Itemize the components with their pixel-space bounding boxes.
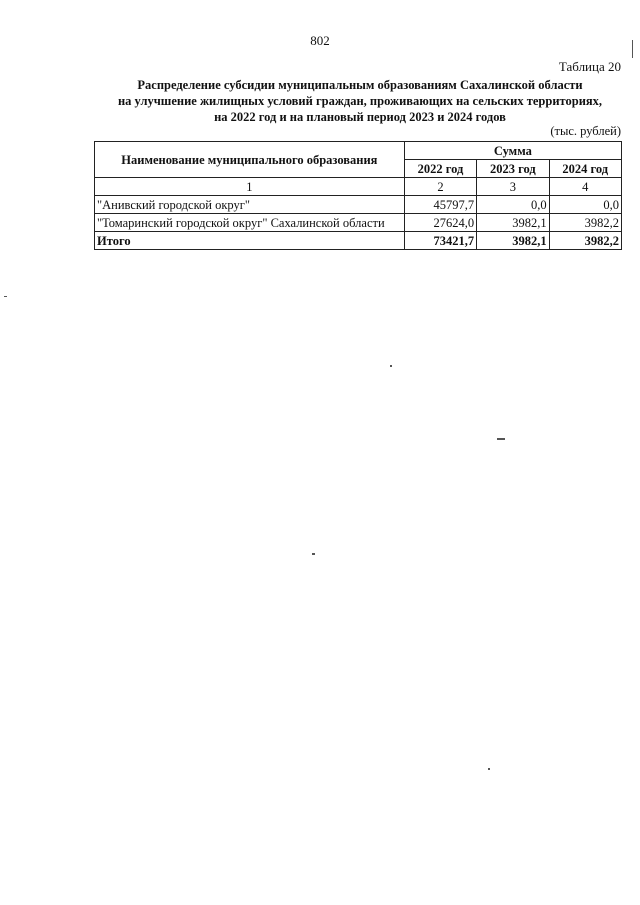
- scan-speck: [488, 768, 490, 770]
- municipality-name: "Анивский городской округ": [95, 196, 405, 214]
- col-number: 3: [477, 178, 549, 196]
- header-municipality: Наименование муниципального образования: [95, 142, 405, 178]
- units-label: (тыс. рублей): [550, 124, 621, 138]
- header-sum: Сумма: [404, 142, 621, 160]
- value-2023: 3982,1: [477, 214, 549, 232]
- total-2023: 3982,1: [477, 232, 549, 250]
- value-2023: 0,0: [477, 196, 549, 214]
- scan-speck: [4, 296, 7, 297]
- municipality-name: "Томаринский городской округ" Сахалинской области: [95, 214, 405, 232]
- table-label: Таблица 20: [558, 59, 621, 74]
- value-2022: 27624,0: [404, 214, 476, 232]
- scan-speck: [632, 40, 633, 58]
- total-2022: 73421,7: [404, 232, 476, 250]
- subsidy-table: [94, 141, 622, 250]
- table-row: [95, 196, 622, 214]
- document-title: [90, 77, 630, 125]
- total-row: [95, 232, 622, 250]
- col-number: 4: [549, 178, 621, 196]
- col-number: 2: [404, 178, 476, 196]
- value-2024: 3982,2: [549, 214, 621, 232]
- col-number: 1: [95, 178, 405, 196]
- scan-speck: [312, 553, 315, 555]
- header-row: [95, 142, 622, 160]
- table-row: [95, 214, 622, 232]
- header-year-2023: 2023 год: [477, 160, 549, 178]
- column-numbers-row: [95, 178, 622, 196]
- title-line-1: Распределение субсидии муниципальным образованиям Сахалинской области: [137, 78, 583, 92]
- title-line-2: на улучшение жилищных условий граждан, проживающих на сельских территориях,: [117, 94, 603, 108]
- value-2022: 45797,7: [404, 196, 476, 214]
- total-label: Итого: [95, 232, 405, 250]
- total-2024: 3982,2: [549, 232, 621, 250]
- scan-speck: [390, 365, 392, 367]
- title-line-3: на 2022 год и на плановый период 2023 и 2024 годов: [214, 110, 506, 124]
- page-number: 802: [310, 33, 330, 48]
- scan-speck: [497, 438, 505, 440]
- header-year-2022: 2022 год: [404, 160, 476, 178]
- value-2024: 0,0: [549, 196, 621, 214]
- header-year-2024: 2024 год: [549, 160, 621, 178]
